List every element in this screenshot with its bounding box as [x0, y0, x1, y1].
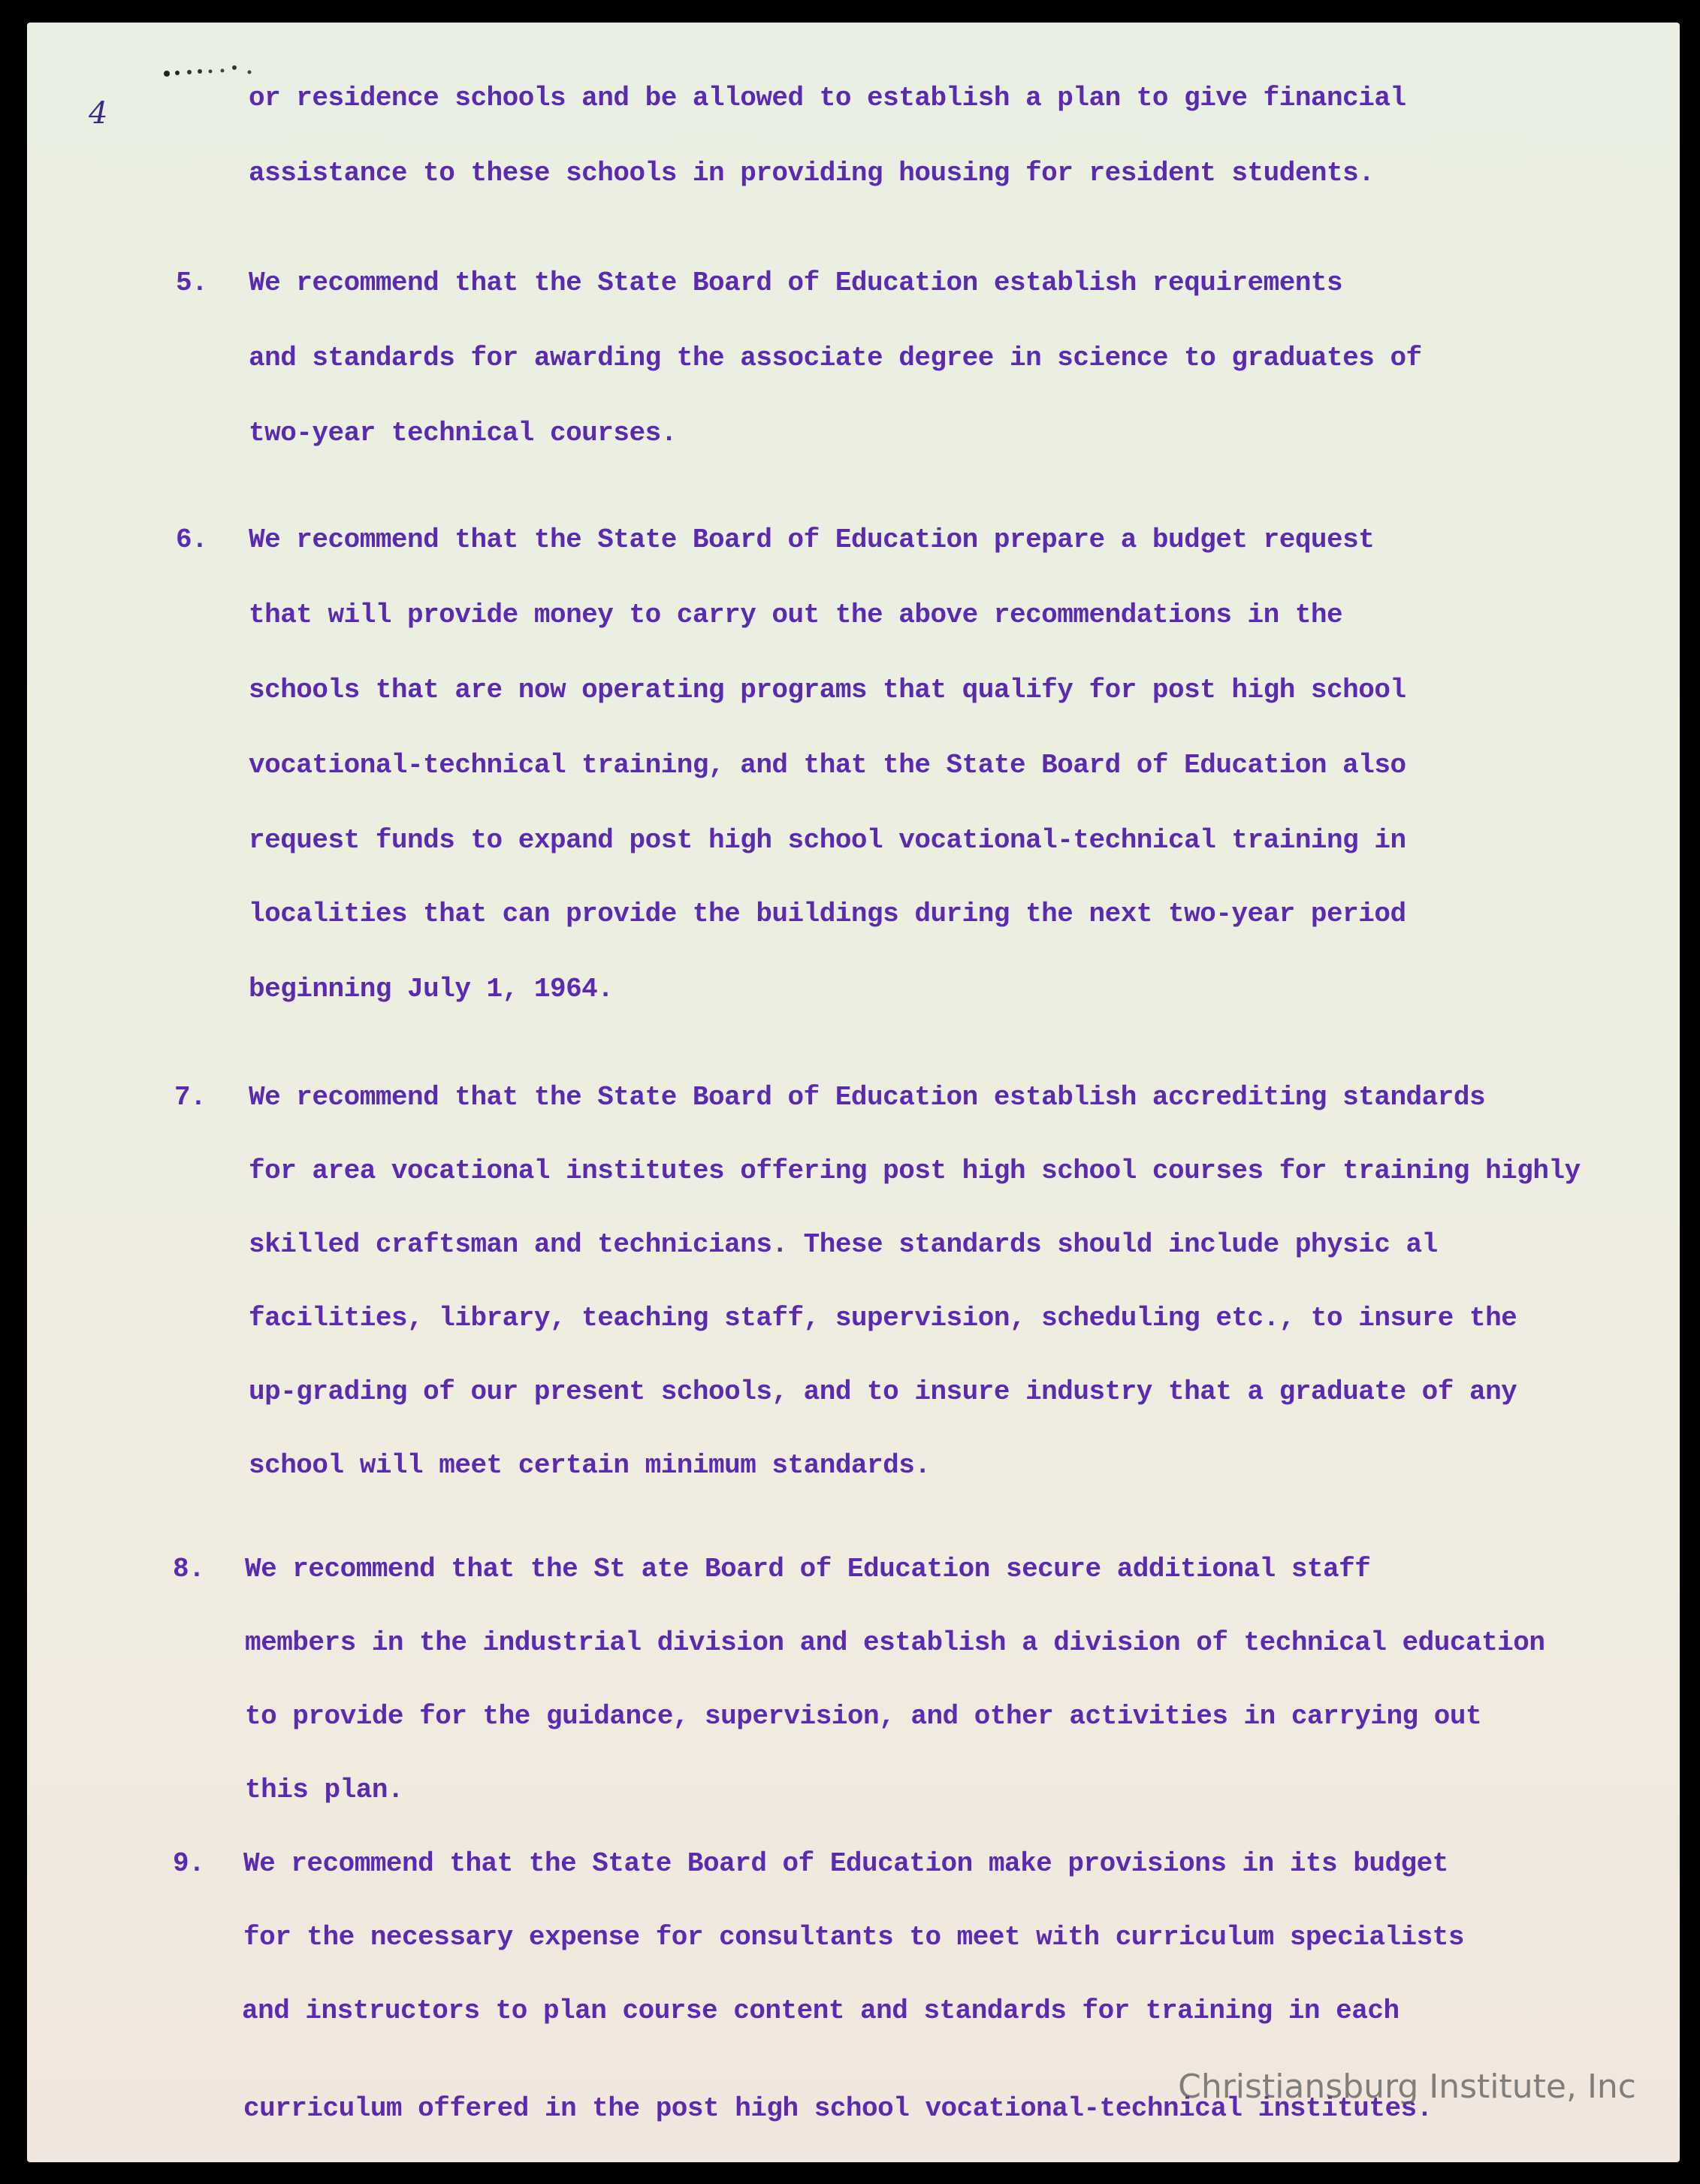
continuation-line: assistance to these schools in providing housing for resident students.	[249, 158, 1375, 189]
item-line: We recommend that the State Board of Education make provisions in its budget	[243, 1848, 1448, 1879]
item-line: request funds to expand post high school vocational-technical training in	[249, 825, 1406, 856]
item-line: members in the industrial division and establish a division of technical education	[245, 1627, 1545, 1658]
item-line: for area vocational institutes offering post high school courses for training highly	[249, 1155, 1581, 1186]
item-line: We recommend that the State Board of Education establish requirements	[249, 267, 1343, 298]
item-line: We recommend that the State Board of Education establish accrediting standards	[249, 1082, 1486, 1113]
item-line: skilled craftsman and technicians. These standards should include physic al	[249, 1229, 1438, 1260]
item-number: 8.	[173, 1554, 205, 1584]
item-number: 6.	[176, 524, 208, 555]
item-line: this plan.	[245, 1775, 404, 1805]
document-page	[27, 23, 1680, 2162]
item-line: beginning July 1, 1964.	[249, 974, 614, 1004]
handwritten-margin-mark: 4	[89, 96, 108, 131]
item-line: vocational-technical training, and that the State Board of Education also	[249, 750, 1406, 781]
item-line: facilities, library, teaching staff, supervision, scheduling etc., to insure the	[249, 1303, 1517, 1334]
item-line: to provide for the guidance, supervision, and other activities in carrying out	[245, 1701, 1482, 1732]
item-line: that will provide money to carry out the above recommendations in the	[249, 600, 1343, 630]
item-number: 5.	[176, 267, 208, 298]
item-line: up-grading of our present schools, and to insure industry that a graduate of any	[249, 1376, 1517, 1407]
item-line: two-year technical courses.	[249, 418, 677, 449]
item-line: curriculum offered in the post high school vocational-technical institutes.	[243, 2093, 1433, 2124]
item-line: for the necessary expense for consultants to meet with curriculum specialists	[243, 1922, 1464, 1953]
item-line: school will meet certain minimum standards.	[249, 1450, 931, 1481]
item-line: schools that are now operating programs that qualify for post high school	[249, 675, 1406, 705]
item-number: 7.	[174, 1082, 207, 1113]
continuation-line: or residence schools and be allowed to establish a plan to give financial	[249, 83, 1406, 113]
item-line: We recommend that the St ate Board of Education secure additional staff	[245, 1554, 1371, 1584]
archive-watermark: Christiansburg Institute, Inc	[1178, 2068, 1636, 2106]
item-line: We recommend that the State Board of Education prepare a budget request	[249, 524, 1375, 555]
item-line: and instructors to plan course content and standards for training in each	[242, 1995, 1400, 2026]
item-number: 9.	[173, 1848, 205, 1879]
item-line: and standards for awarding the associate degree in science to graduates of	[249, 343, 1422, 373]
punch-hole-marks	[138, 59, 288, 81]
item-line: localities that can provide the buildings during the next two-year period	[249, 899, 1406, 929]
